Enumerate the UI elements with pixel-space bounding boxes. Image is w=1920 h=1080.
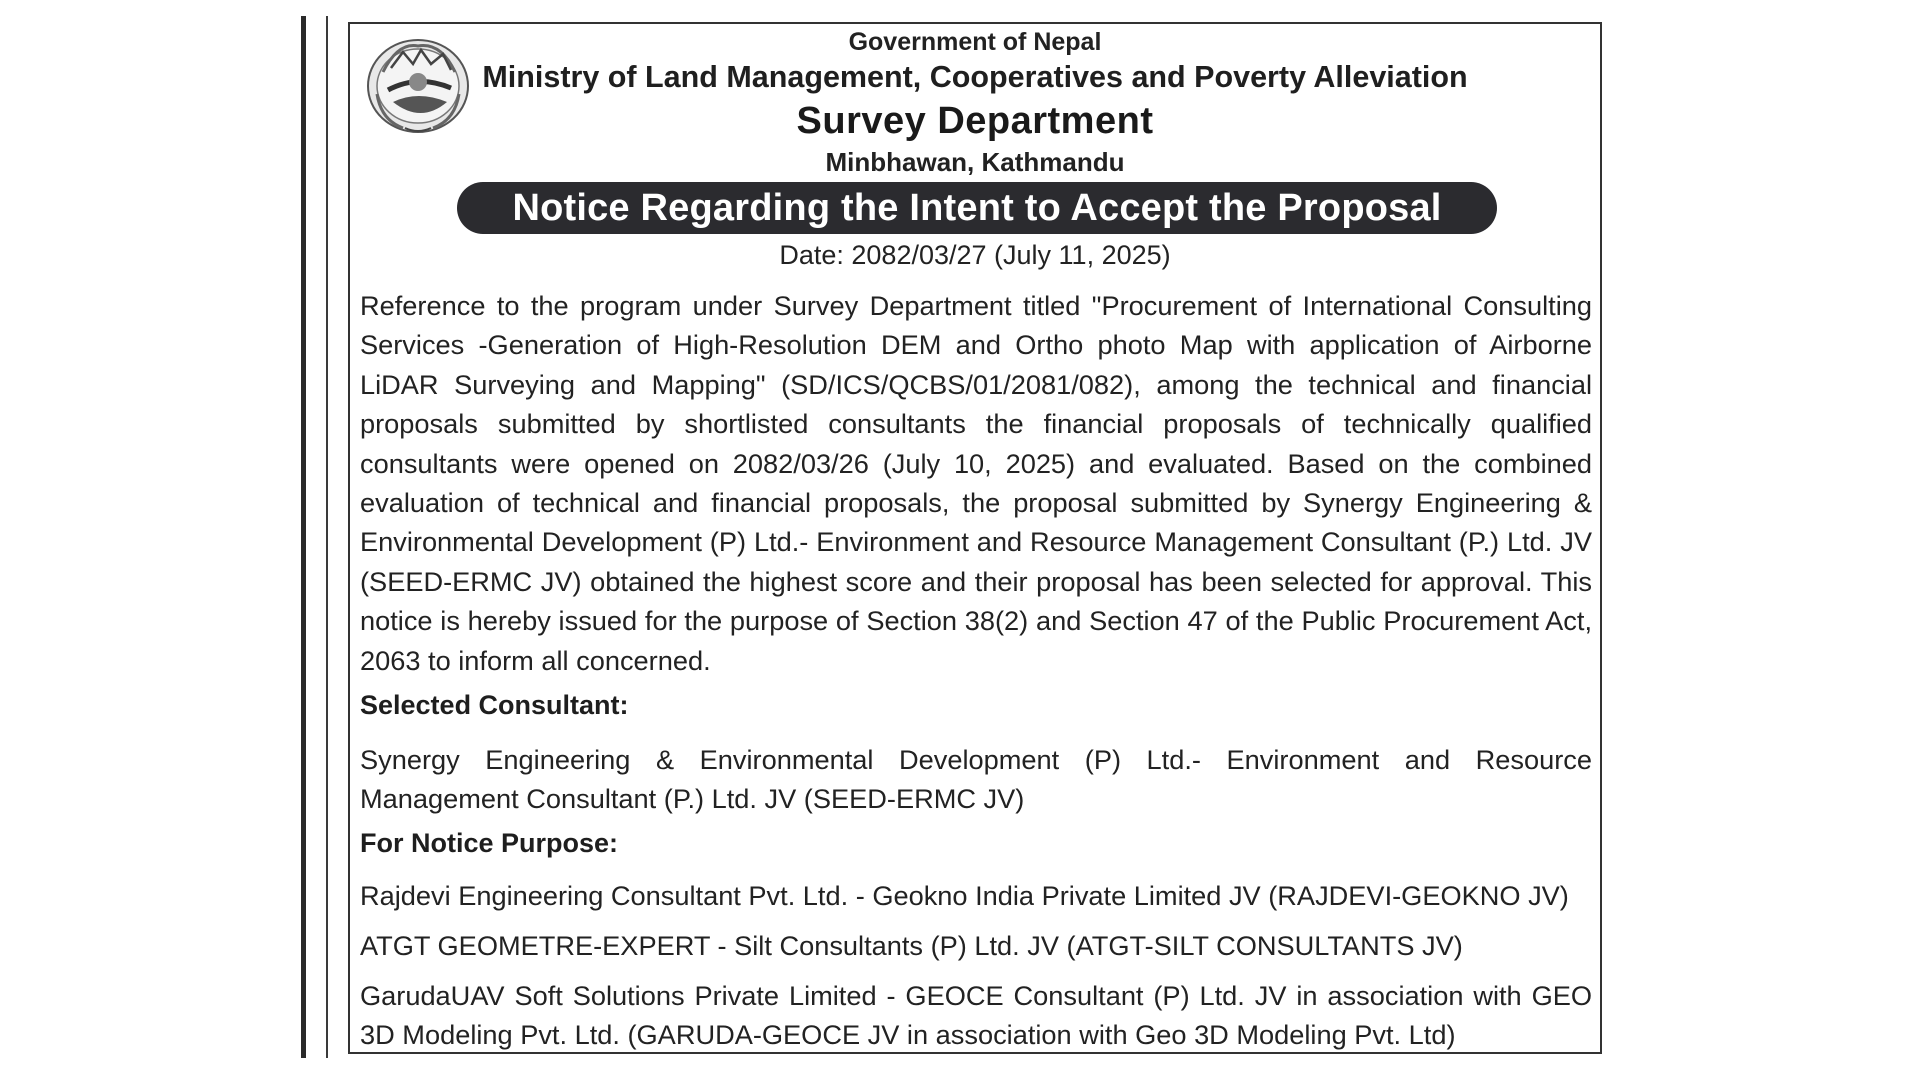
government-title: Government of Nepal [848,28,1102,56]
department-title: Survey Department [796,100,1154,142]
ministry-title: Ministry of Land Management, Cooperatives and Poverty Alleviation [482,60,1468,94]
list-item: Rajdevi Engineering Consultant Pvt. Ltd. - Geokno India Private Limited JV (RAJDEVI-GEOKNO JV) [360,880,1569,911]
notice-date: Date: 2082/03/27 (July 11, 2025) [779,240,1171,270]
notice-purpose-heading: For Notice Purpose: [360,828,619,858]
column-rule-thin [326,16,328,1058]
notice-body: Reference to the program under Survey Department titled "Procurement of International Consulting Services -Generation of High-Resolution DEM and Ortho photo Map with application of Airborne LiDAR Surveying and Mapping" (SD/ICS/QCBS/01/2081/082), among the technical and financial proposals submitted by shortlisted consultants the financial proposals of technically qualified consultants were opened on 2082/03/26 (July 10, 2025) and evaluated. Based on the combined evaluation of technical and financial proposals, the proposal submitted by Synergy Engineering & Environmental Development (P) Ltd.- Environment and Resource Management Consultant (P.) Ltd. JV (SEED-ERMC JV) obtained the highest score and their proposal has been selected for approval. This notice is hereby issued for the purpose of Section 38(2) and Section 47 of the Public Procurement Act, 2063 to inform all concerned. [360,290,1592,676]
selected-consultant-text: Synergy Engineering & Environmental Development (P) Ltd.- Environment and Resource Management Consultant (P.) Ltd. JV (SEED-ERMC JV) [360,744,1592,815]
notice-title-banner: Notice Regarding the Intent to Accept the Proposal [457,182,1497,234]
list-item: GarudaUAV Soft Solutions Private Limited - GEOCE Consultant (P) Ltd. JV in association with GEO 3D Modeling Pvt. Ltd. (GARUDA-GEOCE JV in association with Geo 3D Modeling Pvt. Ltd) [360,980,1592,1051]
selected-consultant-heading: Selected Consultant: [360,690,629,720]
department-address: Minbhawan, Kathmandu [825,147,1125,177]
notice-box [348,22,1602,1054]
column-rule-thick [301,16,306,1058]
list-item: ATGT GEOMETRE-EXPERT - Silt Consultants (P) Ltd. JV (ATGT-SILT CONSULTANTS JV) [360,930,1463,961]
